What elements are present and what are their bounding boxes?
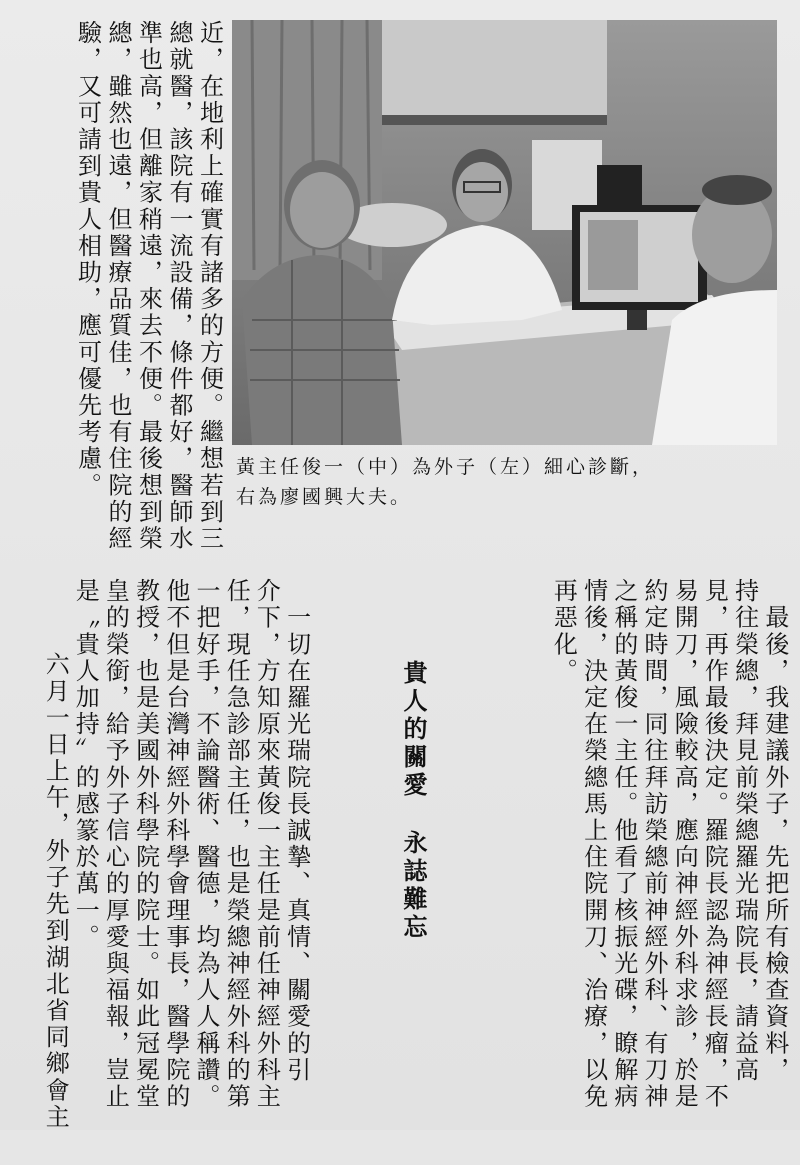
text-line: 一切在羅光瑞院長誠摯、真情、關愛的引 — [282, 578, 311, 1084]
text-line: 近，在地利上確實有諸多的方便。繼想若到三 — [195, 20, 224, 552]
text-line: 情後，決定在榮總馬上住院開刀、治療，以免 — [579, 578, 608, 1110]
lower-right-text-column — [518, 578, 790, 1118]
lower-left-text-column — [70, 578, 372, 1118]
text-line: 他不但是台灣神經外科學會理事長，醫學院的 — [161, 578, 190, 1110]
lower-left-last-line — [40, 625, 70, 1165]
text-line: 六月一日上午，外子先到湖北省同鄉會主 — [41, 625, 70, 1131]
text-line: 是〝貴人加持〞的感篆於萬一。 — [71, 578, 100, 951]
text-line: 準也高，但離家稍遠，來去不便。最後想到榮 — [134, 20, 163, 552]
heading-part-1: 貴人的關愛 — [399, 660, 428, 800]
photo-doctor-consultation — [232, 20, 777, 445]
text-line: 任，現任急診部主任，也是榮總神經外科的第 — [222, 578, 251, 1110]
text-line: 再惡化。 — [549, 578, 578, 685]
heading-part-2: 永誌難忘 — [399, 830, 428, 942]
text-line: 見，再作最後決定。羅院長認為神經長瘤，不 — [700, 578, 729, 1110]
text-line: 總，雖然也遠，但醫療品質佳，也有住院的經 — [104, 20, 132, 552]
text-line: 持往榮總，拜見前榮總羅光瑞院長，請益高 — [730, 578, 759, 1084]
text-line: 一把好手，不論醫術、醫德，均為人人稱讚。 — [192, 578, 221, 1110]
caption-line-2: 右為廖國興大夫。 — [236, 486, 413, 508]
text-line: 總就醫，該院有一流設備，條件都好，醫師水 — [165, 20, 193, 552]
caption-line-1: 黃主任俊一（中）為外子（左）細心診斷， — [236, 456, 655, 478]
photo-caption — [236, 452, 784, 512]
text-line: 最後，我建議外子，先把所有檢查資料， — [760, 578, 789, 1084]
photo-illustration — [232, 20, 777, 445]
text-line: 驗，又可請到貴人相助，應可優先考慮。 — [73, 20, 102, 499]
text-line: 介下，方知原來黃俊一主任是前任神經外科主 — [252, 578, 281, 1110]
text-line: 皇的榮銜，給予外子信心的厚愛與福報，豈止 — [101, 578, 130, 1110]
text-line: 之稱的黃俊一主任。他看了核振光碟，瞭解病 — [609, 578, 638, 1110]
text-line: 約定時間，同往拜訪榮總前神經外科、有刀神 — [640, 578, 669, 1110]
text-line: 教授，也是美國外科學院的院士。如此冠冕堂 — [131, 578, 160, 1110]
section-heading — [400, 660, 426, 942]
text-line: 易開刀，風險較高，應向神經外科求診，於是 — [670, 578, 699, 1110]
upper-text-column — [72, 20, 225, 552]
